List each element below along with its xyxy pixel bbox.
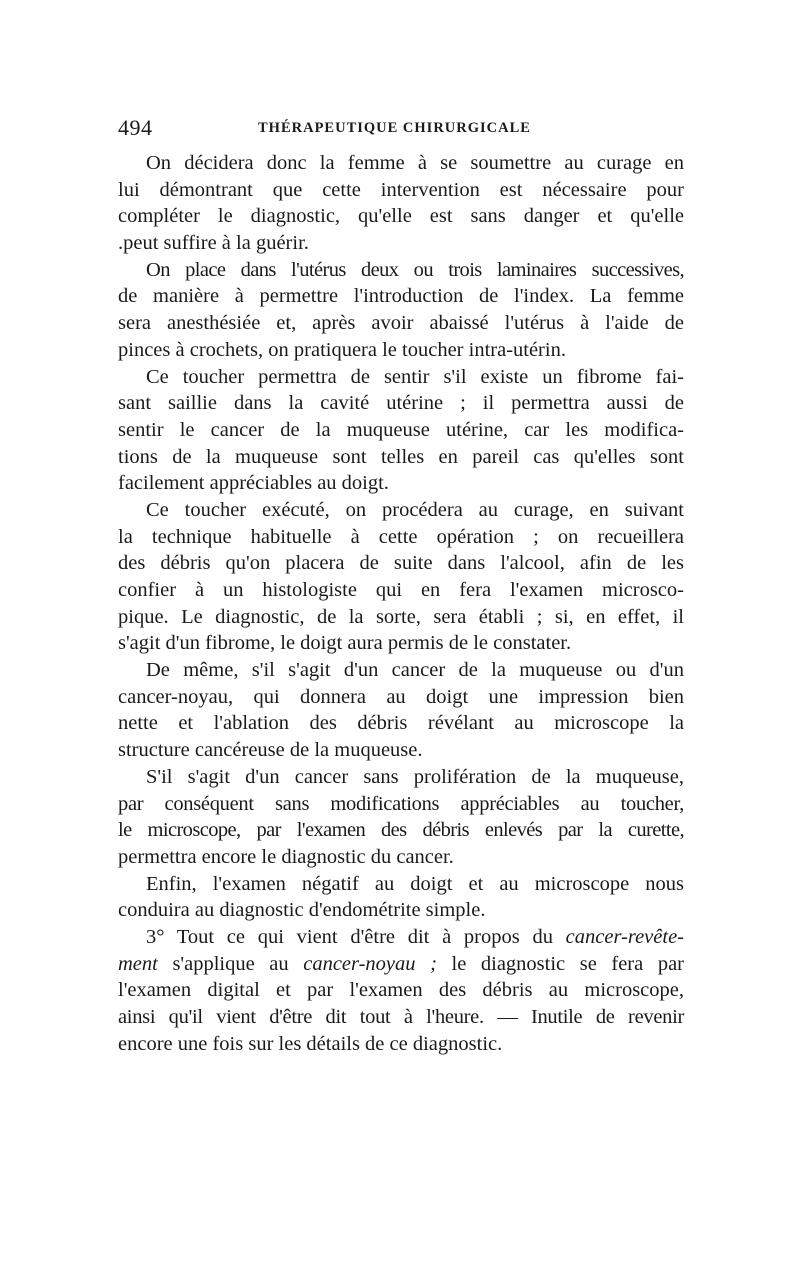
text-line: .peut suffire à la guérir. — [118, 232, 309, 255]
text-line: lui démontrant que cette intervention est nécessaire pour — [118, 178, 684, 201]
text-line: facilement appréciables au doigt. — [118, 472, 389, 495]
text-line: s'agit d'un fibrome, le doigt aura permis de le constater. — [118, 632, 572, 655]
text-segment: le diagnostic se fera par — [436, 952, 684, 975]
text-line: encore une fois sur les détails de ce diagnostic. — [118, 1032, 503, 1055]
page-body — [118, 150, 684, 1057]
text-line: confier à un histologiste qui en fera l'examen microsco- — [118, 579, 684, 601]
page-header — [118, 115, 684, 145]
text-line: nette et l'ablation des débris révélant au microscope la — [118, 712, 684, 735]
running-title: THÉRAPEUTIQUE CHIRURGICALE — [258, 120, 531, 136]
text-line — [118, 924, 684, 951]
text-line: structure cancéreuse de la muqueuse. — [118, 739, 423, 762]
italic-term: ment — [118, 952, 158, 975]
text-line: sera anesthésiée et, après avoir abaissé l'utérus à l'aide de — [118, 312, 684, 335]
text-line: par conséquent sans modifications appréciables au toucher, — [118, 792, 684, 815]
text-segment: s'applique au — [157, 952, 304, 975]
text-line: On place dans l'utérus deux ou trois laminaires successives, — [146, 258, 684, 281]
text-line: le microscope, par l'examen des débris enlevés par la curette, — [118, 819, 684, 842]
text-line: On décidera donc la femme à se soumettre au curage en — [146, 152, 684, 174]
text-line: Enfin, l'examen négatif au doigt et au microscope nous — [146, 872, 684, 895]
text-line: Ce toucher permettra de sentir s'il existe un fibrome fai- — [146, 365, 684, 388]
text-line: des débris qu'on placera de suite dans l'alcool, afin de les — [118, 552, 684, 575]
italic-term: cancer-revête- — [565, 925, 684, 948]
text-line: sentir le cancer de la muqueuse utérine, car les modifica- — [118, 418, 684, 441]
text-line: S'il s'agit d'un cancer sans prolifération de la muqueuse, — [146, 765, 684, 788]
text-line: conduira au diagnostic d'endométrite simple. — [118, 899, 486, 922]
text-segment: 3° Tout ce qui vient d'être dit à propos du — [146, 925, 566, 948]
text-line: De même, s'il s'agit d'un cancer de la muqueuse ou d'un — [146, 659, 684, 682]
text-line: l'examen digital et par l'examen des débris au microscope, — [118, 979, 684, 1002]
text-line: tions de la muqueuse sont telles en pareil cas qu'elles sont — [118, 445, 684, 468]
text-line: pinces à crochets, on pratiquera le toucher intra-utérin. — [118, 338, 566, 361]
text-line: Ce toucher exécuté, on procédera au curage, en suivant — [146, 498, 684, 521]
italic-term: cancer-noyau ; — [303, 952, 437, 975]
page-number: 494 — [118, 115, 153, 140]
text-line: sant saillie dans la cavité utérine ; il permettra aussi de — [118, 392, 684, 415]
text-line: compléter le diagnostic, qu'elle est sans danger et qu'elle — [118, 205, 684, 228]
text-line: cancer-noyau, qui donnera au doigt une impression bien — [118, 685, 684, 708]
text-line: de manière à permettre l'introduction de l'index. La femme — [118, 285, 684, 308]
text-line: pique. Le diagnostic, de la sorte, sera établi ; si, en effet, il — [118, 605, 684, 628]
text-line: ainsi qu'il vient d'être dit tout à l'heure. — Inutile de revenir — [118, 1006, 684, 1028]
text-line: permettra encore le diagnostic du cancer. — [118, 845, 454, 868]
text-line: la technique habituelle à cette opération ; on recueillera — [118, 525, 684, 548]
text-line — [118, 951, 684, 978]
